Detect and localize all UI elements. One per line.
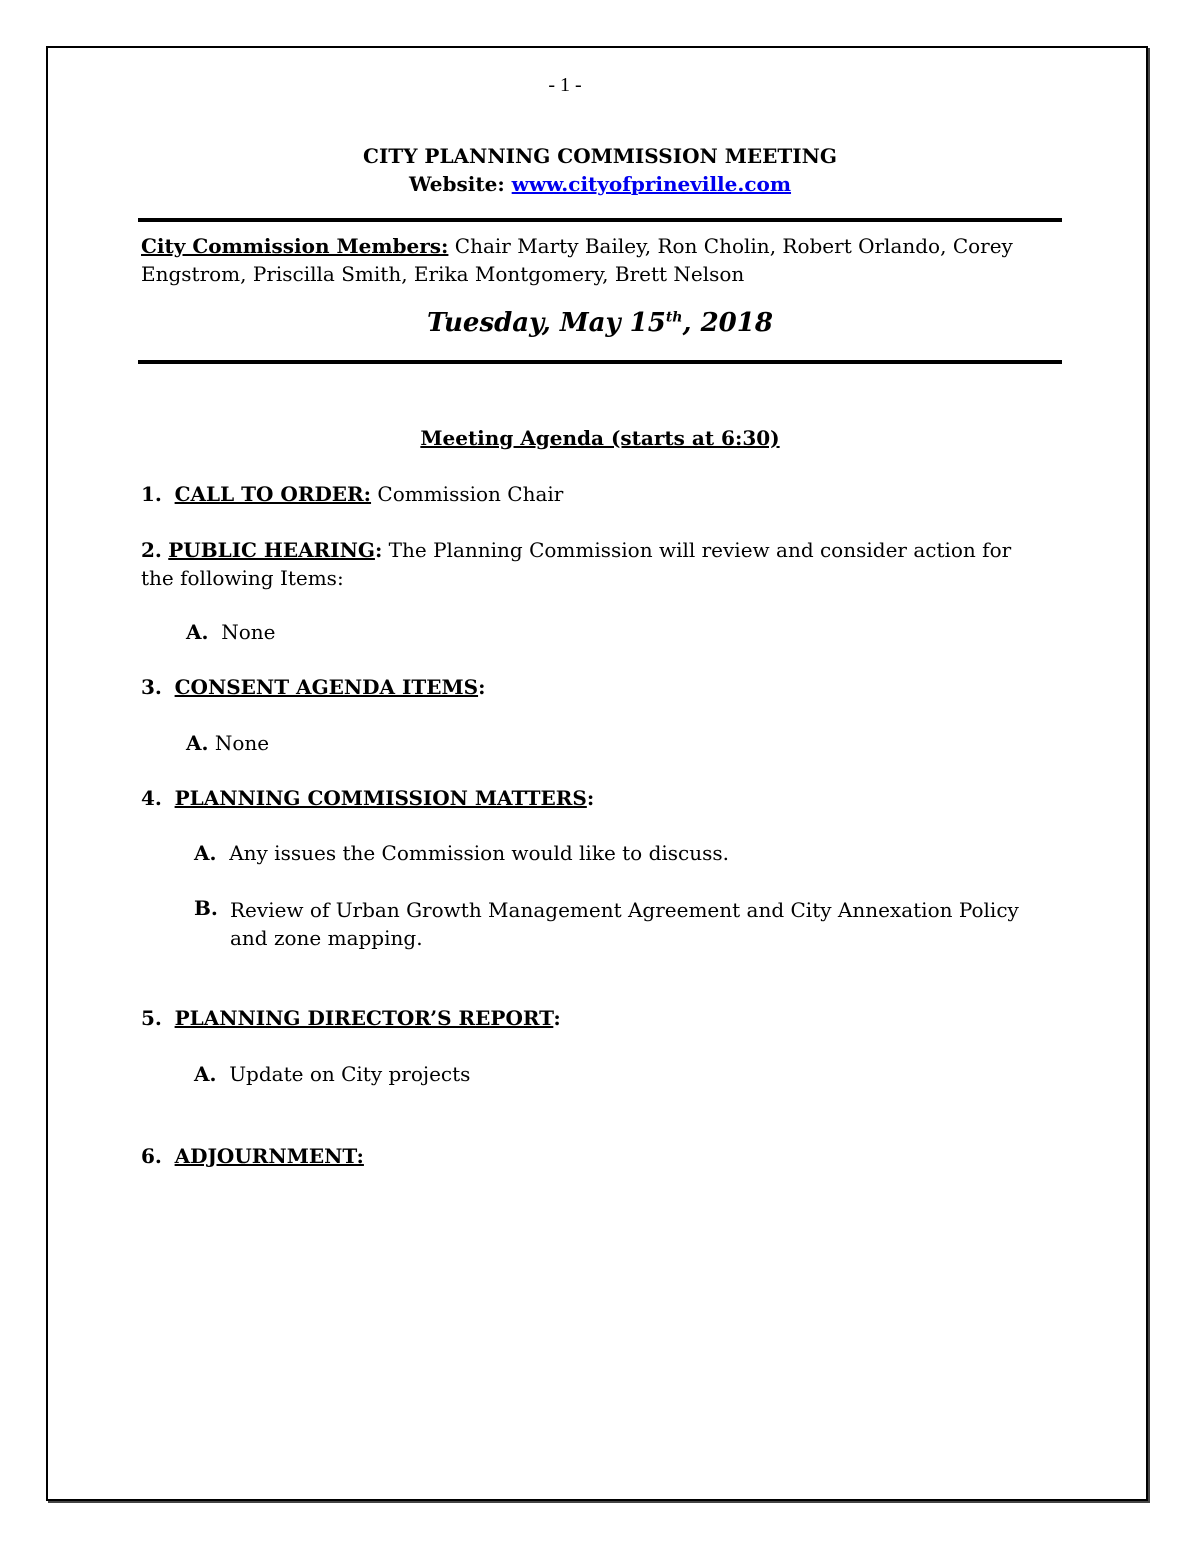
item-title: PLANNING COMMISSION MATTERS <box>174 786 587 810</box>
item-text: The Planning Commission will review and consider action for the following Items: <box>141 538 1012 590</box>
divider-bottom <box>138 360 1062 364</box>
sub-letter: A. <box>194 1062 217 1086</box>
item-colon: : <box>478 675 486 699</box>
item-number: 4. <box>141 786 162 810</box>
members-names: Chair Marty Bailey, Ron Cholin, Robert Orlando, Corey Engstrom, Priscilla Smith, Erika Montgomery, Brett Nelson <box>141 234 1013 286</box>
agenda-item-6 <box>141 1144 364 1168</box>
item-title: PUBLIC HEARING <box>168 538 375 562</box>
website-link[interactable]: www.cityofprineville.com <box>511 172 792 196</box>
item-title: CALL TO ORDER: <box>174 482 372 506</box>
agenda-item-4-sub-b-letter <box>194 896 218 920</box>
date-prefix: Tuesday, May 15 <box>427 308 666 338</box>
item-title: CONSENT AGENDA ITEMS <box>174 675 479 699</box>
item-colon: : <box>374 538 383 562</box>
item-title: ADJOURNMENT: <box>174 1144 364 1168</box>
item-number: 3. <box>141 675 162 699</box>
agenda-item-3 <box>141 675 485 699</box>
website-line <box>0 172 1200 196</box>
item-number: 5. <box>141 1006 162 1030</box>
agenda-item-3-sub-a <box>186 731 269 755</box>
item-number: 6. <box>141 1144 162 1168</box>
meeting-date <box>0 308 1200 338</box>
agenda-item-5-sub-a <box>194 1062 470 1086</box>
agenda-item-1 <box>141 482 563 506</box>
agenda-heading: Meeting Agenda (starts at 6:30) <box>420 426 780 450</box>
date-suffix: th <box>665 309 683 326</box>
sub-text: None <box>221 620 276 644</box>
item-colon: : <box>553 1006 561 1030</box>
item-title: PLANNING DIRECTOR’S REPORT <box>174 1006 554 1030</box>
sub-letter: A. <box>186 620 209 644</box>
members-label: City Commission Members: <box>141 234 449 258</box>
agenda-item-4-sub-a <box>194 841 729 865</box>
commission-members <box>141 232 1041 288</box>
sub-text: None <box>214 731 270 755</box>
sub-letter: A. <box>186 731 209 755</box>
divider-top <box>138 218 1062 222</box>
item-text: Commission Chair <box>371 482 564 506</box>
item-number: 1. <box>141 482 162 506</box>
agenda-item-4-sub-b-text: Review of Urban Growth Management Agreement and City Annexation Policy and zone mapping. <box>230 898 1019 950</box>
document-title: CITY PLANNING COMMISSION MEETING <box>363 144 837 168</box>
website-label: Website: <box>408 172 505 196</box>
sub-text: Update on City projects <box>229 1062 471 1086</box>
page-number: - 1 - <box>548 74 582 96</box>
agenda-item-5 <box>141 1006 561 1030</box>
sub-letter: A. <box>194 841 217 865</box>
date-year: , 2018 <box>682 308 773 338</box>
item-number: 2. <box>141 538 162 562</box>
agenda-item-4 <box>141 786 594 810</box>
item-colon: : <box>586 786 595 810</box>
sub-text: Any issues the Commission would like to discuss. <box>229 841 729 865</box>
sub-letter: B. <box>194 896 218 920</box>
agenda-item-2 <box>141 536 1041 592</box>
agenda-item-2-sub-a <box>186 620 275 644</box>
